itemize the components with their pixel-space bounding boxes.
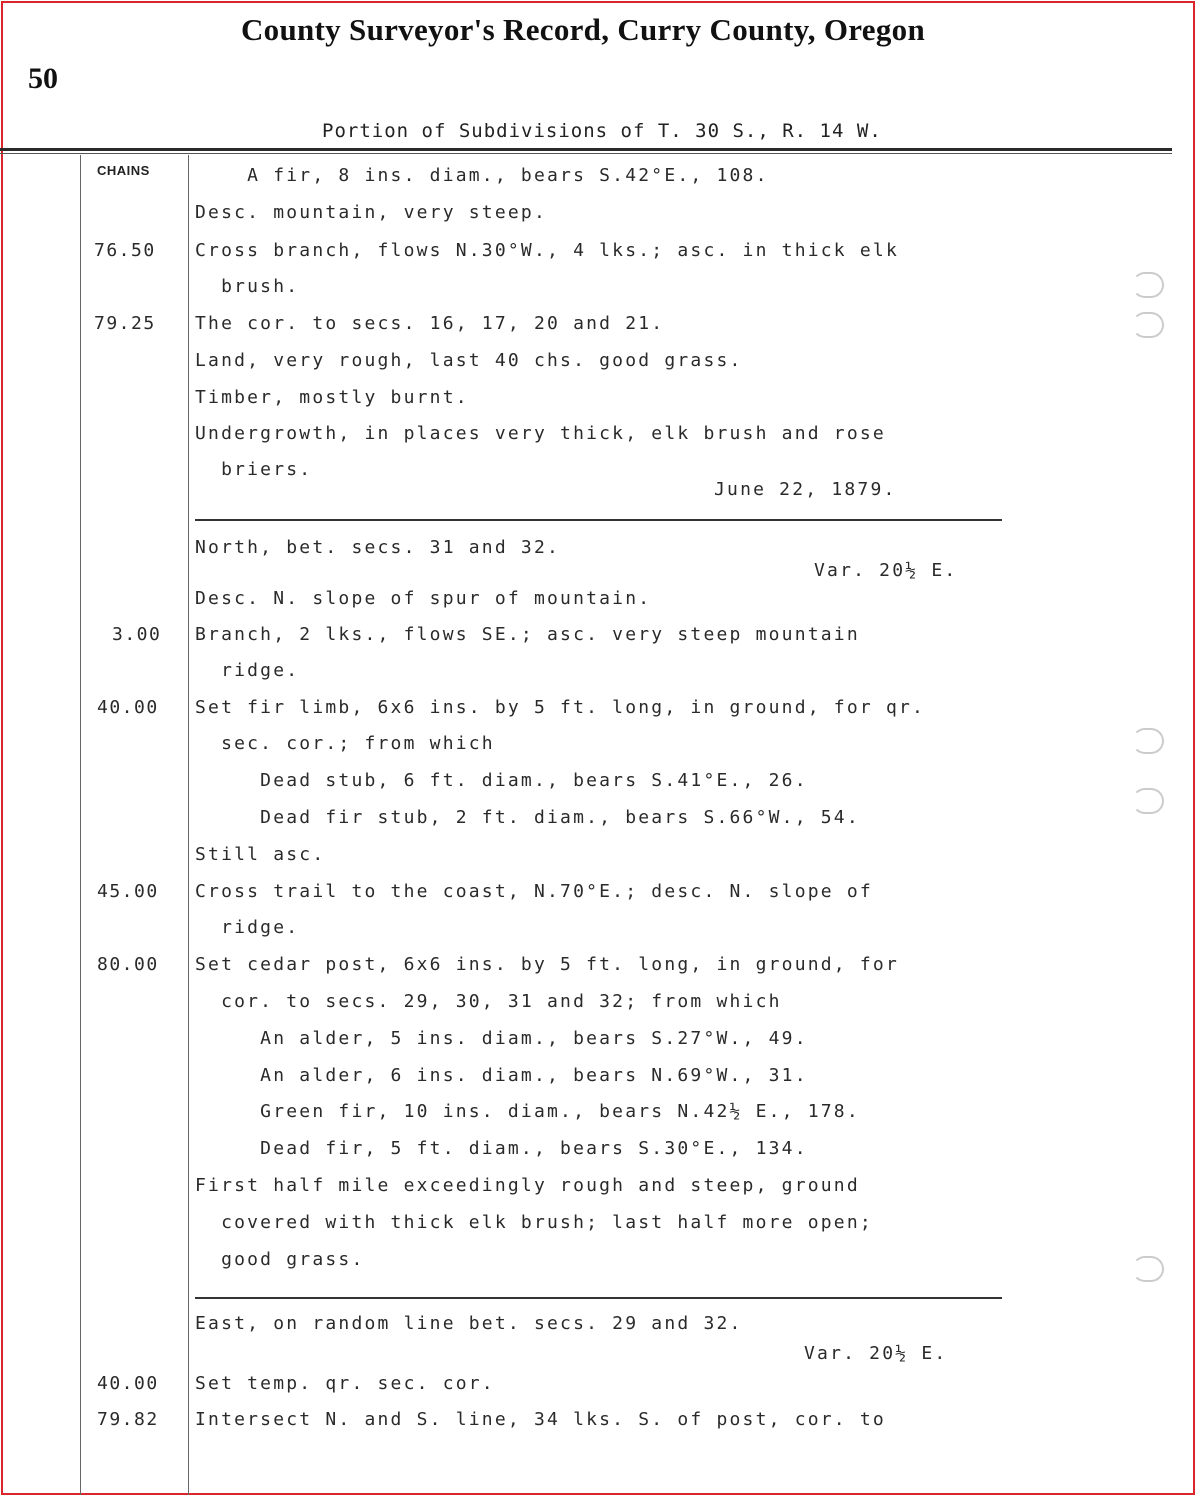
entry-text: Undergrowth, in places very thick, elk brush and rose	[195, 423, 886, 444]
entry-text: cor. to secs. 29, 30, 31 and 32; from which	[195, 991, 782, 1012]
entry-text: East, on random line bet. secs. 29 and 32.	[195, 1313, 743, 1334]
entry-variation: Var. 20½ E.	[804, 1343, 948, 1364]
entry-text: Still asc.	[195, 844, 326, 865]
entry-chains: 40.00	[97, 697, 159, 718]
entry-chains: 79.25	[94, 313, 156, 334]
entry-text: briers.	[195, 459, 313, 480]
binding-hole-mark	[1132, 312, 1164, 338]
section-divider	[195, 1297, 1002, 1299]
entry-text: Set temp. qr. sec. cor.	[195, 1373, 495, 1394]
binding-hole-mark	[1132, 728, 1164, 754]
entry-variation: Var. 20½ E.	[814, 560, 958, 581]
entry-text: A fir, 8 ins. diam., bears S.42°E., 108.	[195, 165, 769, 186]
header-rule-thin	[0, 153, 1172, 154]
entry-text: Green fir, 10 ins. diam., bears N.42½ E., 178.	[195, 1101, 860, 1122]
entry-text: brush.	[195, 276, 300, 297]
section-divider	[195, 519, 1002, 521]
entry-text: Branch, 2 lks., flows SE.; asc. very steep mountain	[195, 624, 860, 645]
margin-line-left	[80, 155, 81, 1495]
entry-chains: 80.00	[97, 954, 159, 975]
section-subtitle: Portion of Subdivisions of T. 30 S., R. 14 W.	[322, 120, 882, 142]
binding-hole-mark	[1132, 1256, 1164, 1282]
binding-hole-mark	[1132, 272, 1164, 298]
entry-chains: 76.50	[94, 240, 156, 261]
entry-chains: 79.82	[97, 1409, 159, 1430]
entry-text: Desc. N. slope of spur of mountain.	[195, 588, 652, 609]
entry-text: good grass.	[195, 1249, 365, 1270]
entry-text: An alder, 5 ins. diam., bears S.27°W., 49.	[195, 1028, 808, 1049]
page-border	[1, 1, 1195, 1495]
entry-text: ridge.	[195, 660, 300, 681]
entry-text: Cross branch, flows N.30°W., 4 lks.; asc. in thick elk	[195, 240, 899, 261]
entry-text: First half mile exceedingly rough and steep, ground	[195, 1175, 860, 1196]
entry-date: June 22, 1879.	[714, 479, 897, 500]
chains-column-header: CHAINS	[97, 163, 150, 178]
entry-text: Dead fir, 5 ft. diam., bears S.30°E., 134.	[195, 1138, 808, 1159]
binding-hole-mark	[1132, 788, 1164, 814]
entry-text: Desc. mountain, very steep.	[195, 202, 547, 223]
entry-text: Intersect N. and S. line, 34 lks. S. of post, cor. to	[195, 1409, 886, 1430]
entry-text: An alder, 6 ins. diam., bears N.69°W., 31.	[195, 1065, 808, 1086]
entry-text: Set cedar post, 6x6 ins. by 5 ft. long, in ground, for	[195, 954, 899, 975]
entry-text: Land, very rough, last 40 chs. good grass.	[195, 350, 743, 371]
entry-text: Cross trail to the coast, N.70°E.; desc. N. slope of	[195, 881, 873, 902]
page-number: 50	[28, 62, 58, 95]
entry-text: Dead fir stub, 2 ft. diam., bears S.66°W., 54.	[195, 807, 860, 828]
entry-text: North, bet. secs. 31 and 32.	[195, 537, 561, 558]
margin-line-chains	[188, 155, 189, 1495]
entry-text: Dead stub, 6 ft. diam., bears S.41°E., 26.	[195, 770, 808, 791]
entry-chains: 45.00	[97, 881, 159, 902]
entry-text: covered with thick elk brush; last half more open;	[195, 1212, 873, 1233]
record-title: County Surveyor's Record, Curry County, Oregon	[240, 12, 926, 47]
entry-chains: 40.00	[97, 1373, 159, 1394]
entry-text: The cor. to secs. 16, 17, 20 and 21.	[195, 313, 665, 334]
entry-text: ridge.	[195, 917, 300, 938]
entry-text: Timber, mostly burnt.	[195, 387, 469, 408]
entry-text: sec. cor.; from which	[195, 733, 495, 754]
entry-chains: 3.00	[112, 624, 162, 645]
entry-text: Set fir limb, 6x6 ins. by 5 ft. long, in ground, for qr.	[195, 697, 926, 718]
header-rule	[0, 148, 1172, 151]
